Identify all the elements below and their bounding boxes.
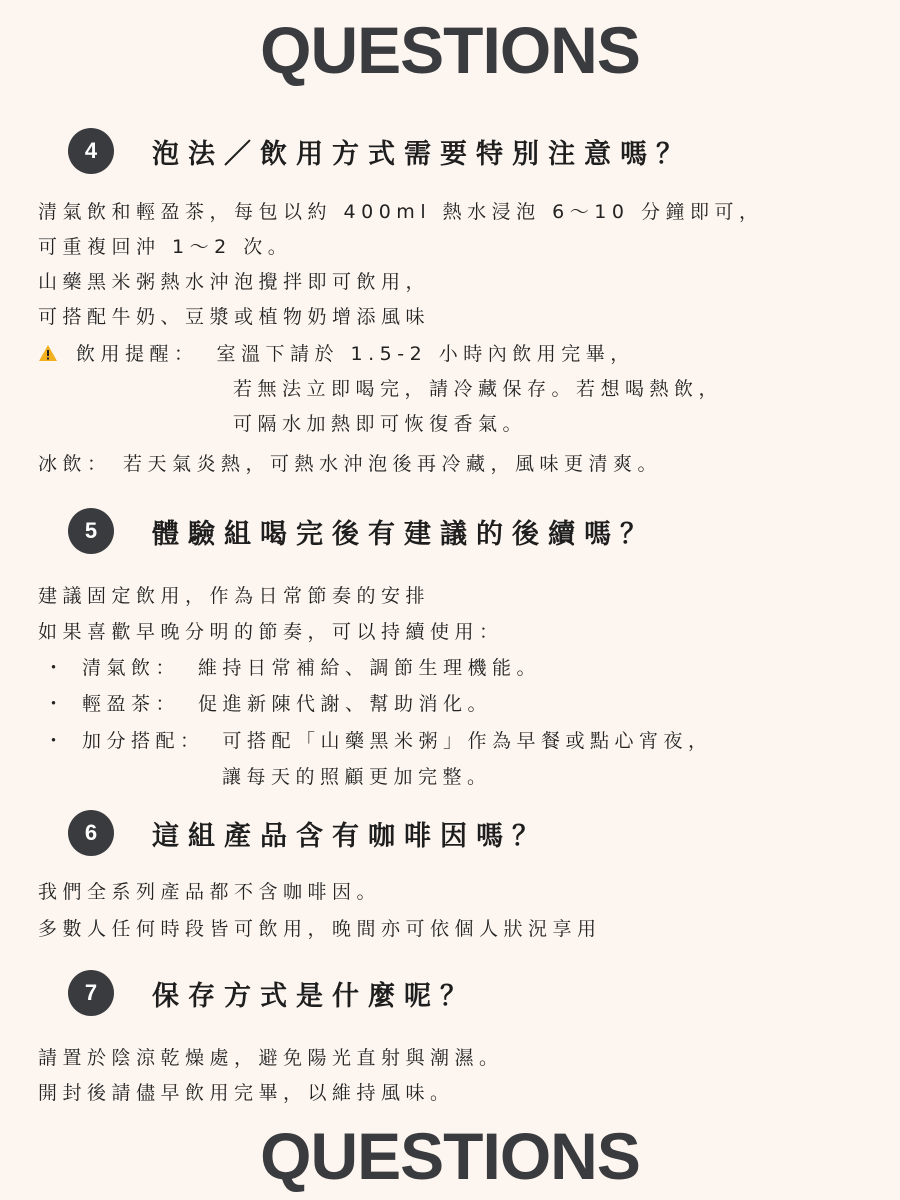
question-6-heading <box>68 810 548 856</box>
question-4-heading <box>68 128 692 174</box>
bullet-item: ・ 輕盈茶： 促進新陳代謝、幫助消化。 <box>44 693 493 715</box>
bullet-label: 輕盈茶： <box>82 693 181 715</box>
question-7-text: 保存方式是什麼呢？ <box>152 980 476 1012</box>
answer-line: 多數人任何時段皆可飲用，晚間亦可依個人狀況享用 <box>38 918 602 940</box>
question-number-badge: 6 <box>68 810 114 856</box>
bullet-label: 加分搭配： <box>82 730 205 752</box>
question-5-text: 體驗組喝完後有建議的後續嗎？ <box>152 518 656 550</box>
footer-title: QUESTIONS <box>260 1119 640 1193</box>
reminder-line: 可隔水加熱即可恢復香氣。 <box>233 413 528 435</box>
question-number-badge: 7 <box>68 970 114 1016</box>
bullet-text: 促進新陳代謝、幫助消化。 <box>198 693 493 715</box>
warning-icon <box>38 344 58 367</box>
iced-line: 冰飲： 若天氣炎熱，可熱水沖泡後再冷藏，風味更清爽。 <box>38 453 663 475</box>
bullet-text: 維持日常補給、調節生理機能。 <box>198 657 542 679</box>
question-number-badge: 4 <box>68 128 114 174</box>
question-4-text: 泡法／飲用方式需要特別注意嗎？ <box>152 138 692 170</box>
answer-line: 如果喜歡早晚分明的節奏，可以持續使用： <box>38 621 504 643</box>
reminder-text: 室溫下請於 1.5-2 小時內飲用完畢， <box>216 343 635 365</box>
question-5-heading <box>68 508 656 554</box>
answer-line: 可搭配牛奶、豆漿或植物奶增添風味 <box>38 306 431 328</box>
answer-line: 山藥黑米粥熱水沖泡攪拌即可飲用， <box>38 271 431 293</box>
question-7-heading <box>68 970 476 1016</box>
reminder-line: 若無法立即喝完，請冷藏保存。若想喝熱飲， <box>233 378 724 400</box>
answer-line: 我們全系列產品都不含咖啡因。 <box>38 881 382 903</box>
answer-line: 開封後請儘早飲用完畢，以維持風味。 <box>38 1082 455 1104</box>
bullet-item: ・ 加分搭配： 可搭配「山藥黑米粥」作為早餐或點心宵夜， <box>44 730 713 752</box>
bullet-item: ・ 清氣飲： 維持日常補給、調節生理機能。 <box>44 657 542 679</box>
question-6-text: 這組產品含有咖啡因嗎？ <box>152 820 548 852</box>
answer-line: 清氣飲和輕盈茶，每包以約 400ml 熱水浸泡 6～10 分鐘即可， <box>38 201 764 223</box>
answer-line: 請置於陰涼乾燥處，避免陽光直射與潮濕。 <box>38 1047 504 1069</box>
reminder-label: 飲用提醒： <box>76 343 199 365</box>
reminder-line <box>38 339 635 367</box>
bullet-label: 清氣飲： <box>82 657 181 679</box>
bullet-text: 可搭配「山藥黑米粥」作為早餐或點心宵夜， <box>222 730 713 752</box>
page-title: QUESTIONS <box>260 13 640 87</box>
answer-line: 可重複回沖 1～2 次。 <box>38 236 293 258</box>
answer-line: 建議固定飲用，作為日常節奏的安排 <box>38 585 431 607</box>
question-number-badge: 5 <box>68 508 114 554</box>
bullet-continuation: 讓每天的照顧更加完整。 <box>222 766 492 788</box>
